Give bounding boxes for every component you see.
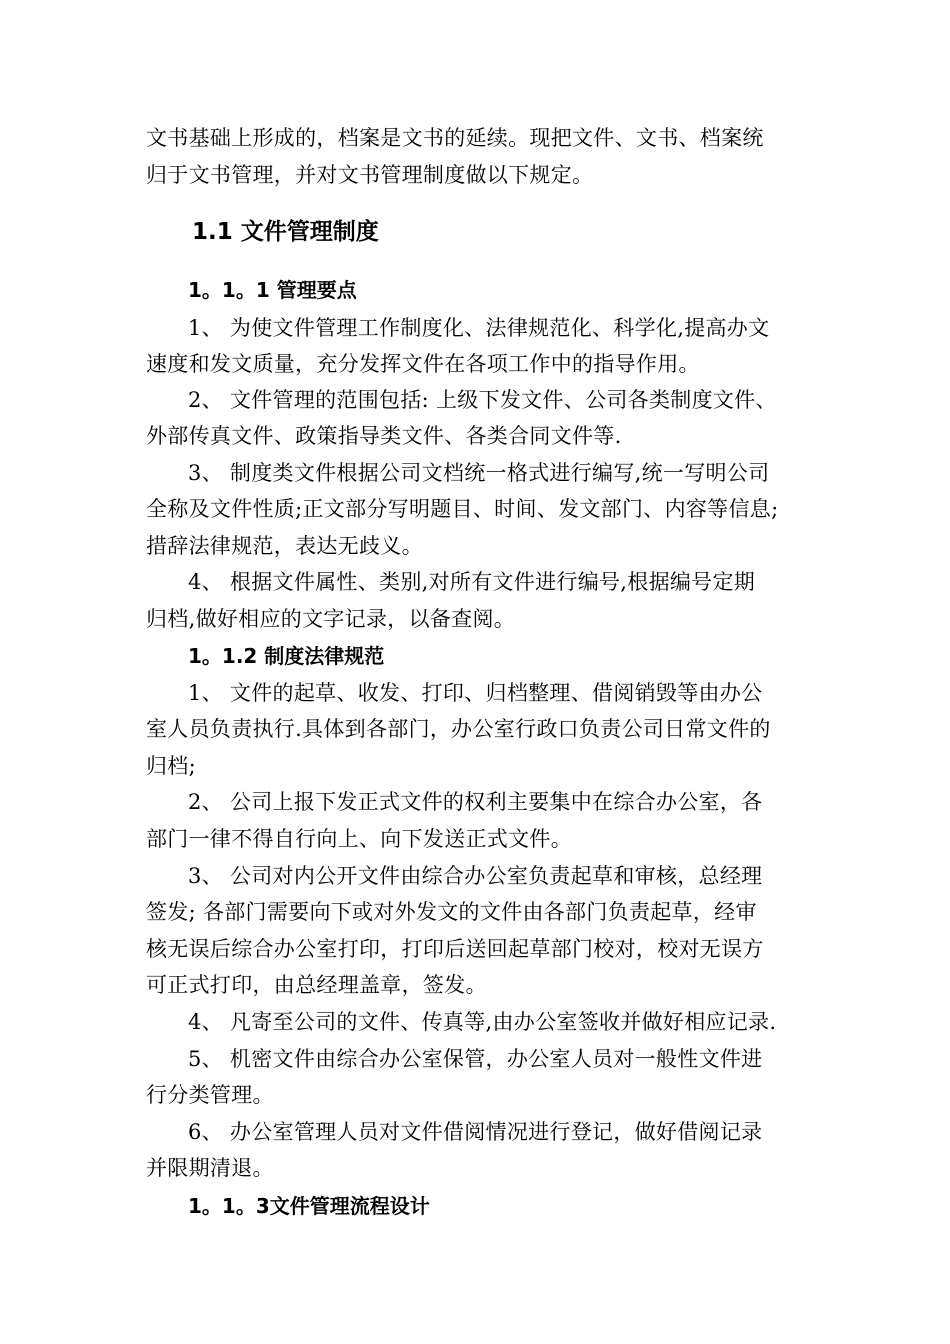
paragraph-line: 签发; 各部门需要向下或对外发文的文件由各部门负责起草，经审 [146, 900, 757, 924]
intro-line-1: 文书基础上形成的，档案是文书的延续。现把文件、文书、档案统 [146, 126, 764, 150]
paragraph-line: 归档,做好相应的文字记录，以备查阅。 [146, 607, 516, 631]
paragraph-line: 3、 公司对内公开文件由综合办公室负责起草和审核，总经理 [188, 864, 763, 888]
paragraph-line: 行分类管理。 [146, 1083, 274, 1107]
paragraph-line: 4、 根据文件属性、类别,对所有文件进行编号,根据编号定期 [188, 570, 756, 594]
paragraph-line: 3、 制度类文件根据公司文档统一格式进行编写,统一写明公司 [188, 461, 770, 485]
paragraph-line: 2、 文件管理的范围包括: 上级下发文件、公司各类制度文件、 [188, 388, 777, 412]
paragraph-line: 全称及文件性质;正文部分写明题目、时间、发文部门、内容等信息; [146, 497, 779, 521]
paragraph-line: 1、 为使文件管理工作制度化、法律规范化、科学化,提高办文 [188, 316, 770, 340]
subsection-2-title: 1。1.2 制度法律规范 [188, 644, 385, 668]
paragraph-line: 部门一律不得自行向上、向下发送正式文件。 [146, 827, 572, 851]
paragraph-line: 5、 机密文件由综合办公室保管，办公室人员对一般性文件进 [188, 1047, 763, 1071]
paragraph-line: 2、 公司上报下发正式文件的权利主要集中在综合办公室，各 [188, 790, 763, 814]
section-title: 1.1 文件管理制度 [192, 219, 379, 245]
paragraph-line: 4、 凡寄至公司的文件、传真等,由办公室签收并做好相应记录. [188, 1010, 777, 1034]
subsection-1-title: 1。1。1 管理要点 [188, 278, 357, 302]
paragraph-line: 6、 办公室管理人员对文件借阅情况进行登记，做好借阅记录 [188, 1120, 763, 1144]
paragraph-line: 归档; [146, 754, 196, 778]
paragraph-line: 室人员负责执行.具体到各部门，办公室行政口负责公司日常文件的 [146, 717, 771, 741]
subsection-3-title: 1。1。3文件管理流程设计 [188, 1194, 430, 1218]
paragraph-line: 核无误后综合办公室打印，打印后送回起草部门校对，校对无误方 [146, 937, 764, 961]
intro-line-2: 归于文书管理，并对文书管理制度做以下规定。 [146, 163, 594, 187]
paragraph-line: 速度和发文质量，充分发挥文件在各项工作中的指导作用。 [146, 352, 700, 376]
paragraph-line: 可正式打印，由总经理盖章，签发。 [146, 973, 487, 997]
paragraph-line: 外部传真文件、政策指导类文件、各类合同文件等. [146, 424, 622, 448]
paragraph-line: 1、 文件的起草、收发、打印、归档整理、借阅销毁等由办公 [188, 681, 763, 705]
paragraph-line: 措辞法律规范，表达无歧义。 [146, 534, 423, 558]
paragraph-line: 并限期清退。 [146, 1156, 274, 1180]
